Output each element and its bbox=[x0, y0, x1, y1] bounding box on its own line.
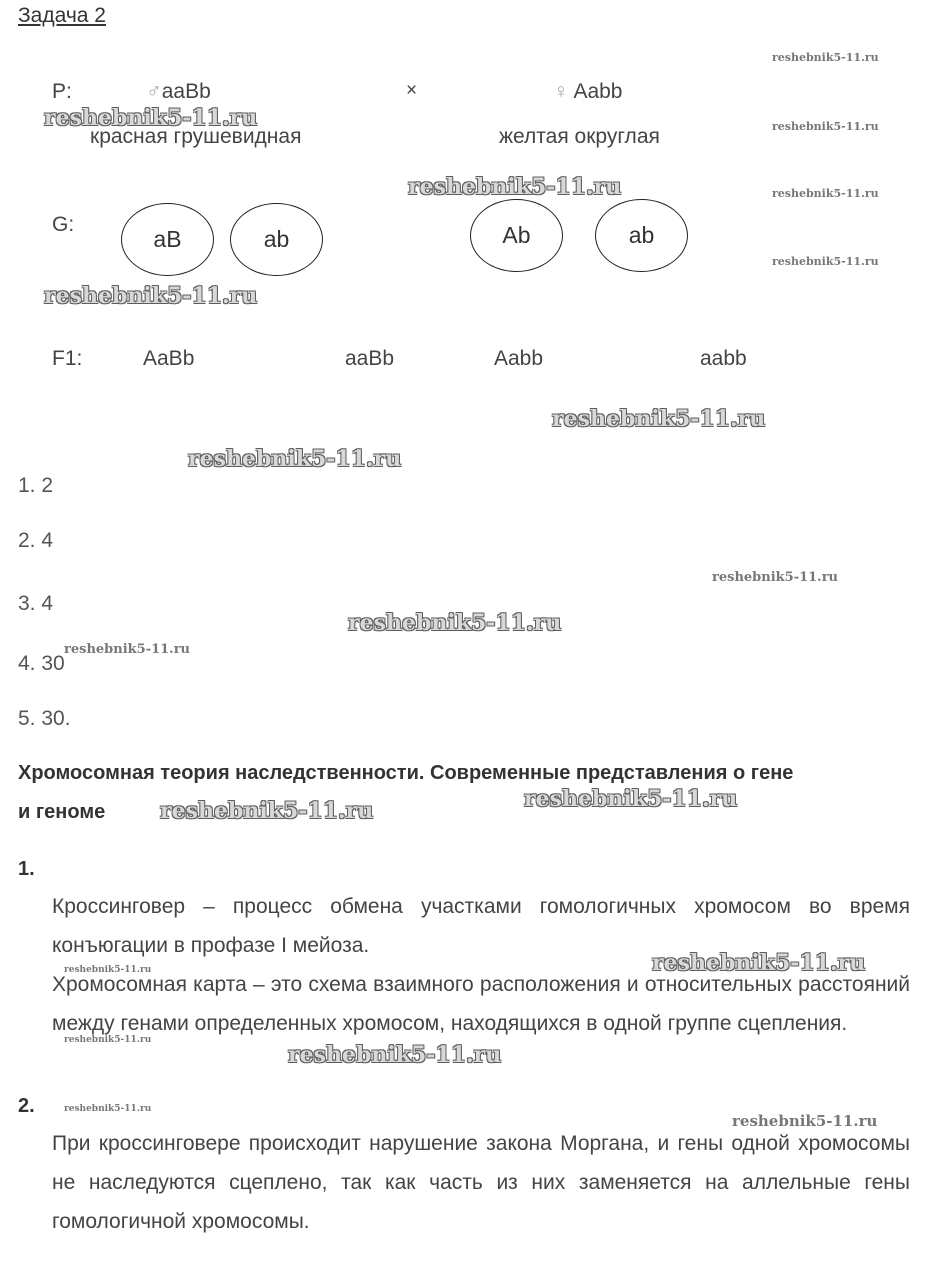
offspring-genotype: AaBb bbox=[143, 347, 195, 370]
cross-symbol: × bbox=[406, 80, 418, 101]
answer-item: 4. 30 bbox=[18, 652, 65, 675]
male-parent bbox=[146, 80, 211, 104]
watermark: reshebnik5-11.ru bbox=[772, 120, 879, 133]
parents-label: P: bbox=[52, 80, 72, 103]
male-genotype: aaBb bbox=[161, 80, 211, 103]
watermark: reshebnik5-11.ru bbox=[44, 283, 258, 309]
gamete-oval: aB bbox=[121, 203, 214, 276]
watermark: reshebnik5-11.ru bbox=[64, 1104, 152, 1114]
offspring-genotype: aaBb bbox=[345, 347, 395, 370]
f1-label: F1: bbox=[52, 347, 83, 370]
answer-item: 5. 30. bbox=[18, 707, 71, 730]
watermark: reshebnik5-11.ru bbox=[732, 1112, 878, 1130]
crossingover-definition: Кроссинговер – процесс обмена участками гомологичных хромосом во время конъюгации в профазе I мейоза. bbox=[52, 895, 910, 957]
crossingover-explanation: При кроссинговере происходит нарушение закона Моргана, и гены одной хромосомы не наследуются сцеплено, так как часть из них заменяется на аллельные гены гомологичной хромосомы. bbox=[52, 1132, 910, 1233]
female-symbol-icon: ♀ bbox=[553, 80, 569, 103]
answer-item: 3. 4 bbox=[18, 592, 54, 615]
female-phenotype: желтая округлая bbox=[499, 125, 660, 148]
answer-text bbox=[52, 1124, 910, 1241]
male-symbol-icon: ♂ bbox=[146, 80, 162, 103]
question-number: 1. bbox=[18, 858, 35, 880]
offspring-genotype: Aabb bbox=[494, 347, 544, 370]
answer-item: 2. 4 bbox=[18, 529, 54, 552]
watermark: reshebnik5-11.ru bbox=[408, 174, 622, 200]
watermark: reshebnik5-11.ru bbox=[288, 1042, 502, 1068]
watermark: reshebnik5-11.ru bbox=[772, 51, 879, 64]
watermark: reshebnik5-11.ru bbox=[348, 610, 562, 636]
male-phenotype: красная грушевидная bbox=[90, 125, 302, 148]
offspring-genotype: aabb bbox=[700, 347, 747, 370]
answer-item: 1. 2 bbox=[18, 474, 54, 497]
gamete-oval: ab bbox=[230, 203, 323, 276]
chromosome-map-definition: Хромосомная карта – это схема взаимного расположения и относительных расстояний между генами определенных хромосом, находящихся в одной группе сцепления. bbox=[52, 973, 910, 1035]
watermark: reshebnik5-11.ru bbox=[772, 187, 879, 200]
watermark: reshebnik5-11.ru bbox=[44, 105, 258, 131]
section-heading-cont: и геноме bbox=[18, 801, 106, 823]
female-parent bbox=[553, 80, 622, 104]
gametes-label: G: bbox=[52, 213, 75, 236]
watermark: reshebnik5-11.ru bbox=[524, 786, 738, 812]
task-title: Задача 2 bbox=[18, 4, 106, 27]
gamete-oval: ab bbox=[595, 199, 688, 272]
watermark: reshebnik5-11.ru bbox=[160, 798, 374, 824]
watermark: reshebnik5-11.ru bbox=[712, 570, 839, 585]
watermark: reshebnik5-11.ru bbox=[772, 255, 879, 268]
watermark: reshebnik5-11.ru bbox=[64, 642, 191, 657]
watermark: reshebnik5-11.ru bbox=[652, 950, 866, 976]
watermark: reshebnik5-11.ru bbox=[64, 1035, 152, 1045]
watermark: reshebnik5-11.ru bbox=[188, 446, 402, 472]
watermark: reshebnik5-11.ru bbox=[64, 965, 152, 975]
watermark: reshebnik5-11.ru bbox=[552, 406, 766, 432]
section-heading: Хромосомная теория наследственности. Современные представления о гене bbox=[18, 762, 794, 784]
question-number: 2. bbox=[18, 1095, 35, 1117]
female-genotype: Aabb bbox=[573, 80, 623, 103]
gamete-oval: Ab bbox=[470, 199, 563, 272]
